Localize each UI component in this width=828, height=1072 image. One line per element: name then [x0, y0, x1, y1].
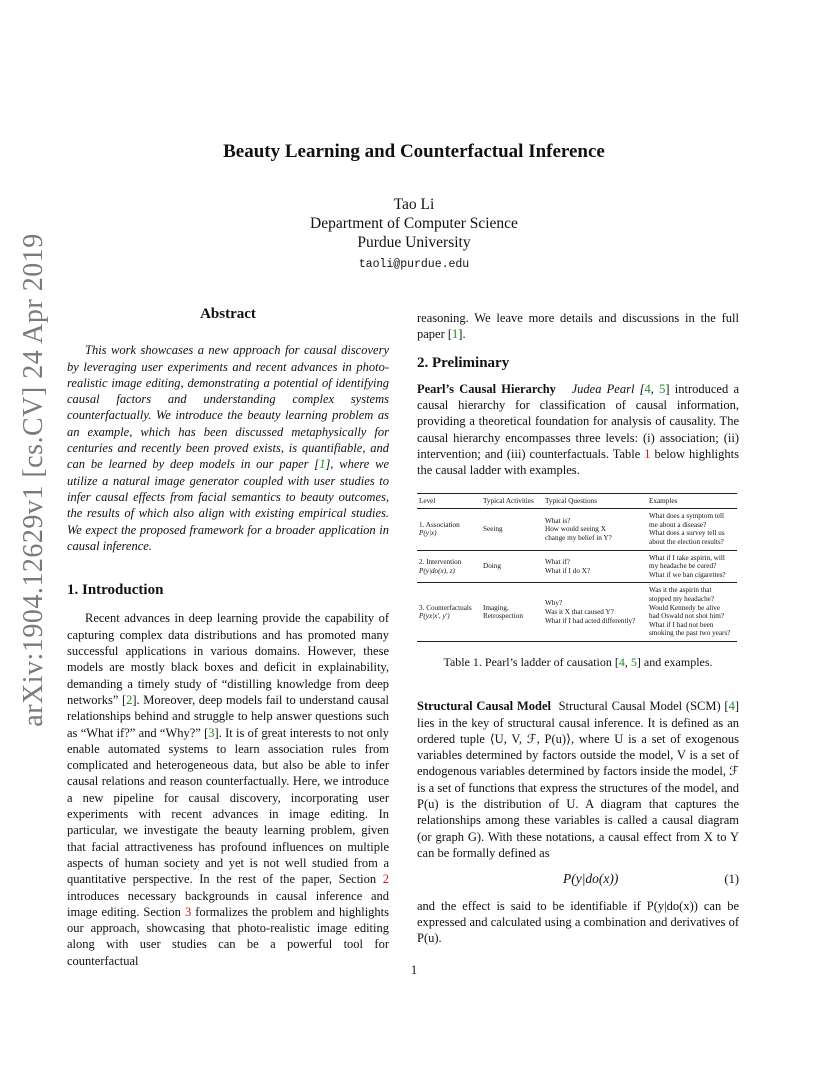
author-name: Tao Li [393, 196, 435, 213]
citation-link[interactable]: 1 [319, 457, 326, 472]
level-cell: 2. Intervention P(y|do(x), z) [417, 550, 481, 583]
intro-paragraph: Recent advances in deep learning provide the capability of capturing complex data distributions and has promoted many successful applications in various domains. However, these models are mostly black boxes and deficit in explainability, demanding a timely study of “distilling knowledge from deep networks” [2]. Moreover, deep models fail to understand causal relationships behind and struggle to help answer questions such as “What if?” and “Why?” [3]. It is of great interests to not only enable automated systems to learn association rules from complicated and heterogeneous data, but also be able to infer causal relations and reason counterfactually. Here, we introduce a new pipeline for causal discovery, incorporating user experiments with recent advances in image editing. In particular, we investigate the beauty learning problem, given that facial attractiveness has profound influences on multiple aspects of human society and yet is not well studied from a quantitative perspective. In the rest of the paper, Section 2 introduces necessary backgrounds in causal inference and image editing. Section 3 formalizes the problem and highlights our approach, showcasing that photo-realistic image editing along with user studies can be a powerful tool for counterfactual [67, 611, 389, 968]
level-cell: 3. Counterfactuals P(yx|x′, y′) [417, 583, 481, 642]
scm-paragraph: Structural Causal Model Structural Causal Model (SCM) [4] lies in the key of structural causal inference. It is defined as an ordered tuple ⟨U, V, ℱ, P(u)⟩, where U is a set of exogenous variables determined by factors outside the model, V is a set of endogenous variables determined by factors inside the model, ℱ is a set of functions that express the structures of the model, and P(u) is the distribution of U. A diagram that captures the relationships among these variables is called a causal diagram (or graph G). With these notations, a causal effect from X to Y can be formally defined as [417, 699, 740, 860]
level-cell: 1. Association P(y|x) [417, 509, 481, 550]
citation-link[interactable]: 5 [659, 381, 666, 396]
table-row [417, 583, 737, 642]
section-link[interactable]: 3 [184, 904, 192, 919]
paper-title: Beauty Learning and Counterfactual Inference [223, 141, 605, 162]
activity-cell: Imaging, Retrospection [481, 583, 543, 642]
reasoning-paragraph: reasoning. We leave more details and discussions in the full paper [1]. [417, 311, 739, 342]
intro-heading: 1. Introduction [67, 582, 164, 599]
citation-link[interactable]: 3 [208, 725, 215, 740]
citation-link[interactable]: 4 [618, 654, 625, 669]
equation-number: (1) [724, 872, 739, 887]
activity-cell: Doing [481, 550, 543, 583]
author-university: Purdue University [357, 234, 471, 251]
examples-cell: What if I take aspirin, will my headache be cured? What if we ban cigarettes? [647, 550, 737, 583]
right-column [417, 310, 739, 946]
identifiable-paragraph: and the effect is said to be identifiable if P(y|do(x)) can be expressed and calculated using a combination and derivatives of P(u). [417, 898, 739, 946]
examples-cell: Was it the aspirin that stopped my headache? Would Kennedy be alive had Oswald not shot him? What if I had not been smoking the past two years? [647, 583, 737, 642]
page-number: 1 [410, 963, 418, 977]
table-row [417, 550, 737, 583]
equation-body: P(y|do(x)) [562, 871, 619, 887]
table-header-cell: Typical Activities [481, 493, 543, 509]
scm-run-heading: Structural Causal Model [417, 699, 551, 714]
table-header-cell: Examples [647, 493, 737, 509]
author-block [0, 195, 828, 274]
table-link[interactable]: 1 [644, 447, 651, 462]
abstract-heading: Abstract [200, 306, 256, 322]
citation-link[interactable]: 1 [452, 327, 459, 342]
prelim-heading: 2. Preliminary [417, 354, 510, 371]
citation-link[interactable]: 4 [644, 381, 651, 396]
arxiv-stamp-text: arXiv:1904.12629v1 [cs.CV] 24 Apr 2019 [18, 233, 49, 727]
left-column [67, 306, 389, 969]
questions-cell: Why? Was it X that caused Y? What if I had acted differently? [543, 583, 647, 642]
citation-link[interactable]: 5 [630, 654, 637, 669]
table-caption: Table 1. Pearl’s ladder of causation [4, 5] and examples. [443, 654, 713, 669]
table-row [417, 509, 737, 550]
table-header-cell: Level [417, 493, 481, 509]
table-header-row [417, 493, 737, 509]
citation-link[interactable]: 2 [126, 692, 133, 707]
causal-ladder-table [417, 493, 737, 642]
questions-cell: What is? How would seeing X change my belief in Y? [543, 509, 647, 550]
examples-cell: What does a symptom tell me about a disease? What does a survey tell us about the election results? [647, 509, 737, 550]
author-department: Department of Computer Science [310, 215, 518, 232]
table-header-cell: Typical Questions [543, 493, 647, 509]
questions-cell: What if? What if I do X? [543, 550, 647, 583]
equation-1 [417, 871, 739, 887]
activity-cell: Seeing [481, 509, 543, 550]
pearl-run-heading: Pearl’s Causal Hierarchy [417, 381, 556, 396]
section-link[interactable]: 2 [382, 872, 389, 887]
pearl-paragraph: Pearl’s Causal Hierarchy Judea Pearl [4, 5] introduced a causal hierarchy for classification of causal information, providing a theoretical foundation for analysis of causality. The causal hierarchy encompasses three levels: (i) association; (ii) intervention; and (iii) counterfactuals. Table 1 below highlights the causal ladder with examples. [417, 381, 740, 478]
abstract-text: This work showcases a new approach for causal discovery by leveraging user experiments and recent advances in photo-realistic image editing, demonstrating a potential of identifying causal factors and understanding complex systems counterfactually. We introduce the beauty learning problem as an example, which has been discussed metaphysically for centuries and recently been proved exists, is quantifiable, and can be learned by deep models in our paper [1], where we utilize a natural image generator coupled with user studies to infer causal effects from facial semantics to beauty outcomes, the results of which also align with existing empirical studies. We expect the proposed framework for a broader application in causal inference. [67, 343, 390, 553]
author-email[interactable]: taoli@purdue.edu [358, 258, 470, 271]
citation-link[interactable]: 4 [728, 699, 735, 714]
